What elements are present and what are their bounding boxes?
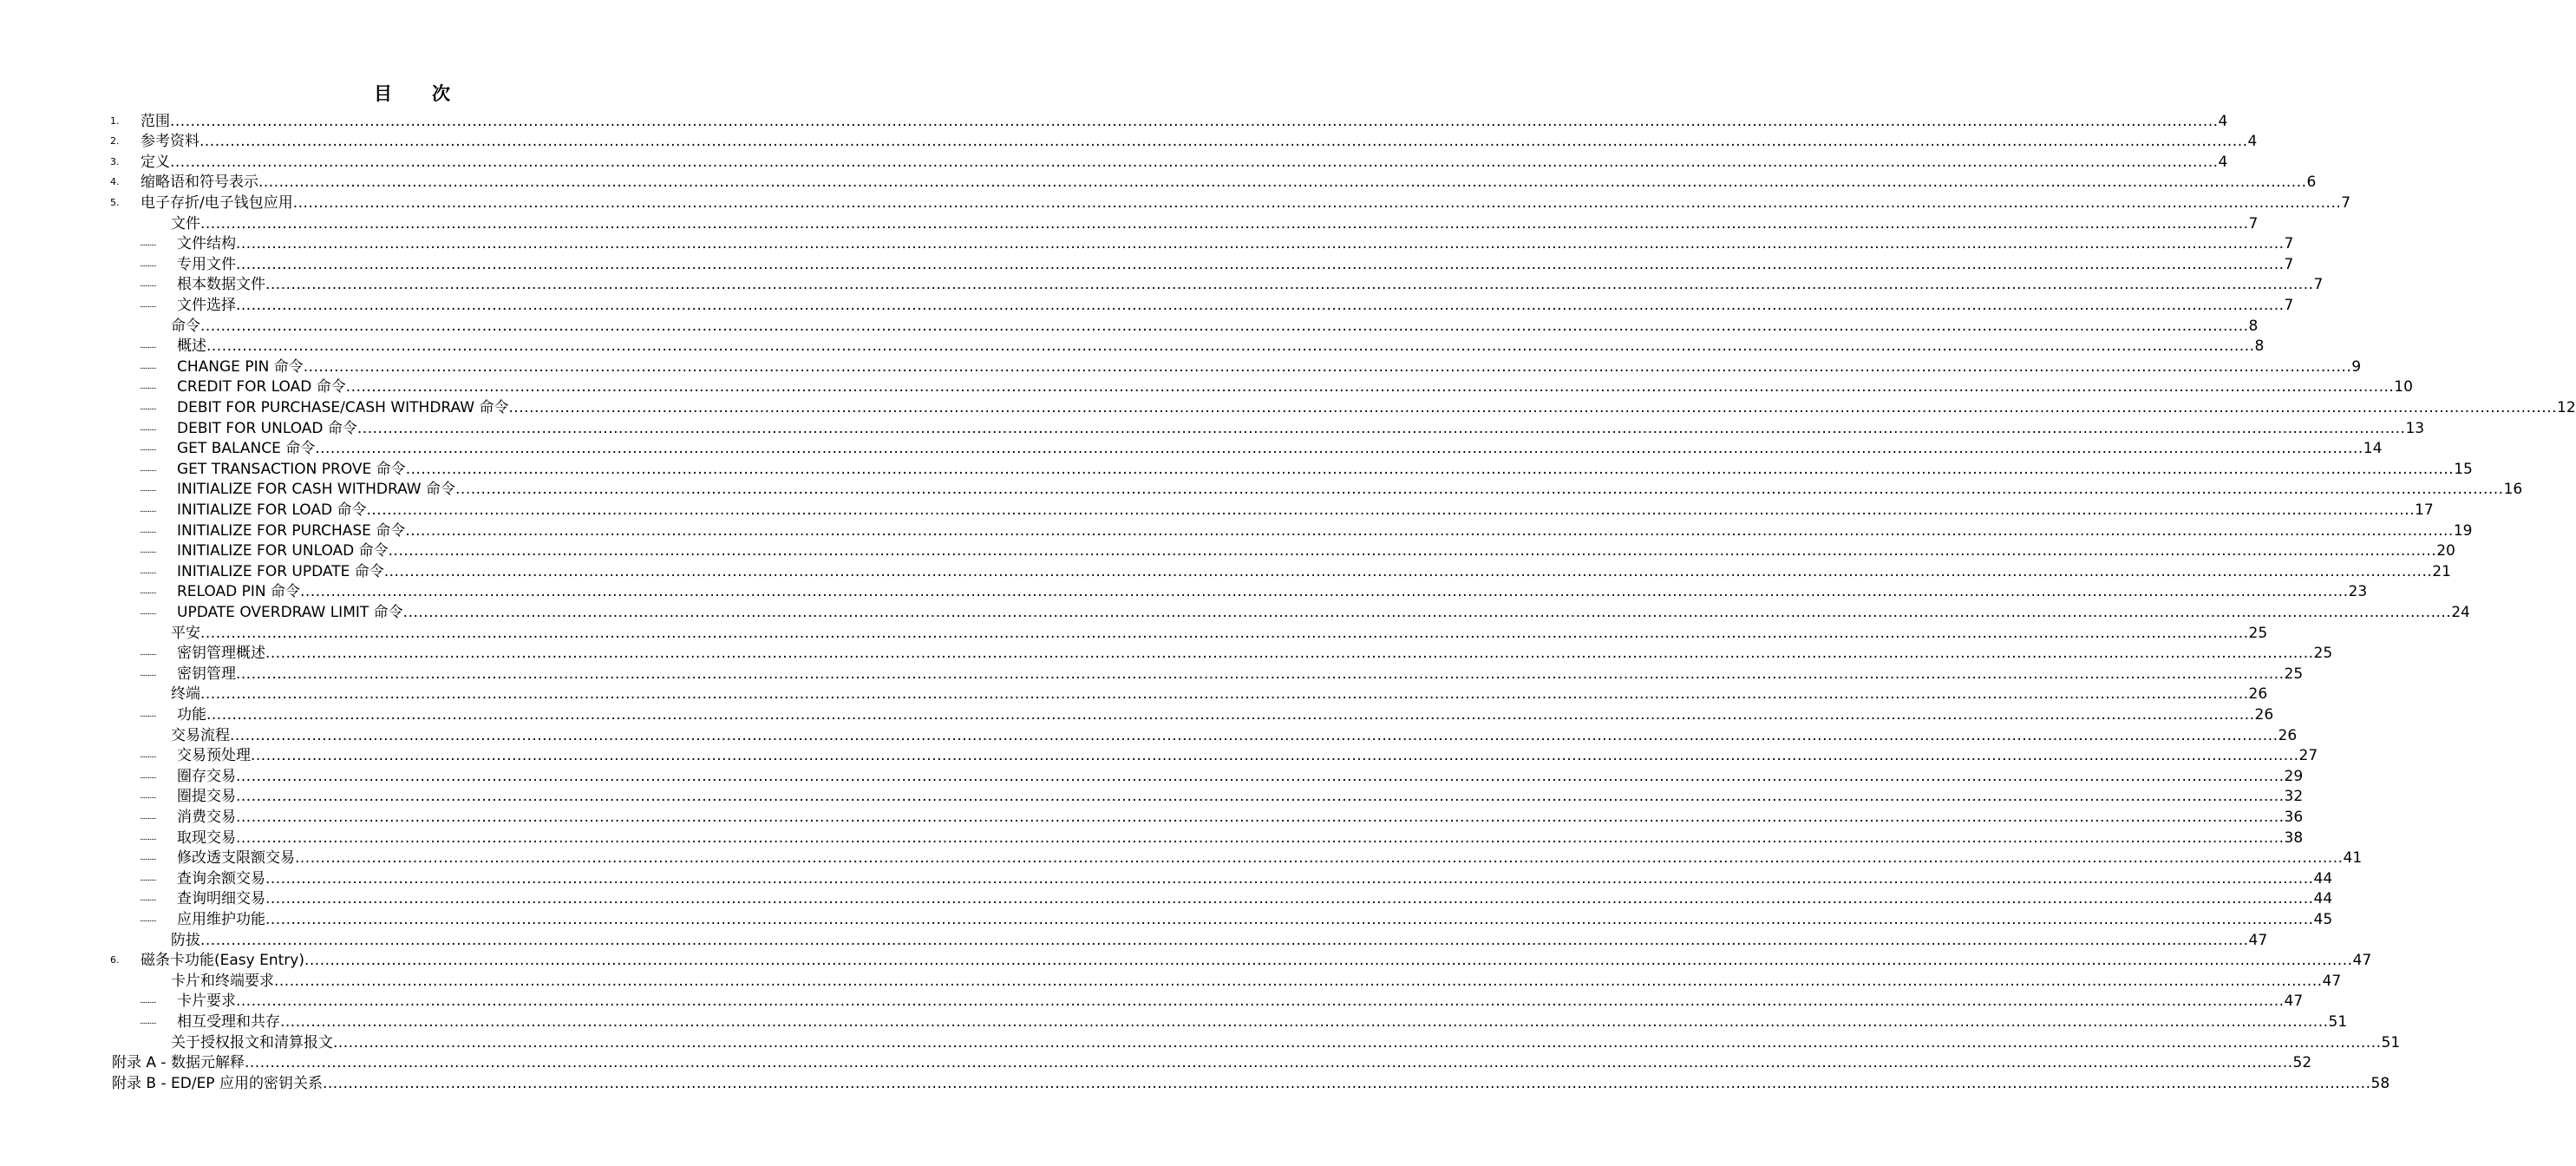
toc-entry-title: 附录 B - ED/EP 应用的密钥关系 [112,1074,323,1092]
toc-entry[interactable] [0,908,2333,929]
toc-entry-title: 磁条卡功能(Easy Entry) [141,952,304,970]
toc-entry-line [141,173,2317,192]
toc-entry-page-number: 47 [2352,952,2372,970]
toc-entry-title: 消费交易 [177,808,236,826]
toc-entry-dot-leader: ................................................................................................................................................................................................................................................................................................................................................................................................................ [356,419,2406,437]
toc-entry[interactable] [0,540,2455,561]
toc-entry-page-number: 7 [2284,235,2294,253]
toc-title-char-1: 目 [374,82,392,104]
toc-entry-dot-leader: ................................................................................................................................................................................................................................................................................................................................................................................................................ [236,829,2285,847]
toc-entry-line [141,153,2228,172]
toc-entry-line [177,234,2294,253]
toc-entry-dot-leader: ................................................................................................................................................................................................................................................................................................................................................................................................................ [265,890,2314,908]
toc-entry[interactable] [0,458,2473,479]
toc-entry-page-number: 58 [2370,1074,2390,1092]
toc-entry-leader: .......... [140,444,156,454]
toc-entry-page-number: 7 [2341,193,2351,212]
toc-entry[interactable] [0,438,2383,459]
toc-entry-line [177,665,2304,684]
toc-entry-title: UPDATE OVERDRAW LIMIT 命令 [177,603,403,621]
toc-entry-line [177,357,2362,377]
toc-entry-page-number: 14 [2363,440,2383,458]
toc-entry-dot-leader: ................................................................................................................................................................................................................................................................................................................................................................................................................ [200,624,2249,642]
toc-entry-page-number: 26 [2278,726,2298,744]
toc-entry-page-number: 13 [2405,419,2425,437]
toc-entry-title: 定义 [141,153,170,171]
toc-entry-line [177,829,2304,848]
toc-entry-dot-leader: ................................................................................................................................................................................................................................................................................................................................................................................................................ [322,1074,2371,1092]
toc-entry-number: 3. [110,155,120,167]
toc-entry-line [177,808,2304,827]
toc-entry-line [177,337,2265,356]
toc-entry-number: 5. [110,196,120,208]
toc-entry[interactable] [0,110,2228,131]
toc-entry-page-number: 23 [2348,583,2368,601]
toc-entry-line [177,562,2451,581]
toc-entry-title: INITIALIZE FOR LOAD 命令 [177,501,367,519]
toc-entry-line [177,296,2294,315]
toc-entry[interactable] [0,827,2304,848]
toc-entry-line [177,603,2470,622]
toc-entry-line [177,746,2318,765]
toc-entry-page-number: 51 [2381,1033,2401,1051]
toc-entry[interactable] [0,192,2351,213]
toc-entry[interactable] [0,172,2317,193]
toc-entry-page-number: 32 [2284,788,2304,806]
toc-entry-title: 根本数据文件 [177,276,265,294]
toc-entry-page-number: 8 [2254,337,2265,356]
toc-entry-dot-leader: ................................................................................................................................................................................................................................................................................................................................................................................................................ [405,521,2454,540]
toc-entry-leader: .......... [140,854,156,863]
toc-entry-title: INITIALIZE FOR UNLOAD 命令 [177,542,389,560]
toc-entry-number: 1. [110,115,120,127]
toc-entry[interactable] [0,356,2362,377]
toc-entry-page-number: 52 [2292,1054,2312,1072]
toc-entry-dot-leader: ................................................................................................................................................................................................................................................................................................................................................................................................................ [206,337,2255,356]
toc-entry-line [171,317,2259,336]
toc-entry[interactable] [0,396,2576,417]
toc-entry-page-number: 20 [2436,542,2455,560]
toc-entry-line [177,869,2333,888]
toc-title-char-2: 次 [432,82,450,104]
toc-entry-dot-leader: ................................................................................................................................................................................................................................................................................................................................................................................................................ [244,1054,2293,1072]
toc-entry-dot-leader: ................................................................................................................................................................................................................................................................................................................................................................................................................ [292,193,2342,212]
toc-entry[interactable] [0,520,2473,540]
toc-entry-title: INITIALIZE FOR UPDATE 命令 [177,562,384,580]
toc-entry-line [177,419,2425,438]
toc-entry-line [177,255,2294,274]
toc-entry-leader: .......... [140,669,156,678]
toc-entry-dot-leader: ................................................................................................................................................................................................................................................................................................................................................................................................................ [402,603,2452,621]
toc-entry-dot-leader: ................................................................................................................................................................................................................................................................................................................................................................................................................ [455,481,2504,499]
toc-entry-page-number: 19 [2453,521,2473,540]
toc-entry-dot-leader: ................................................................................................................................................................................................................................................................................................................................................................................................................ [236,808,2285,826]
toc-entry-page-number: 21 [2432,562,2451,580]
toc-entry-line [171,214,2259,233]
toc-entry-title: DEBIT FOR UNLOAD 命令 [177,419,357,437]
toc-entry-page-number: 41 [2343,849,2363,868]
toc-entry-title: 缩略语和符号表示 [141,174,258,192]
toc-entry-page-number: 25 [2248,624,2268,642]
toc-entry-line [171,624,2268,643]
toc-entry[interactable] [0,1011,2348,1032]
toc-entry[interactable] [0,991,2304,1012]
toc-entry-leader: .......... [140,914,156,924]
toc-entry-line [141,132,2258,151]
toc-entry-leader: .......... [140,771,156,781]
toc-entry-line [171,1033,2401,1052]
toc-entry-leader: .......... [140,342,156,351]
toc-entry-title: 文件结构 [177,235,236,253]
toc-entry-title: 文件 [171,214,200,233]
toc-entry-title: 修改透支限额交易 [177,849,295,868]
toc-entry-leader: .......... [140,649,156,658]
toc-entry-dot-leader: ................................................................................................................................................................................................................................................................................................................................................................................................................ [333,1033,2382,1051]
toc-entry-line [177,480,2523,499]
toc-entry-line [177,644,2333,663]
toc-entry[interactable] [0,970,2342,991]
toc-entry-number: 6. [110,954,120,966]
toc-entry[interactable] [0,868,2333,888]
toc-entry-line [177,787,2304,806]
toc-entry[interactable] [0,704,2274,724]
toc-entry-number: 2. [110,135,120,147]
toc-entry-page-number: 16 [2503,481,2523,499]
toc-entry[interactable] [0,213,2259,233]
toc-entry-title: 圈存交易 [177,767,236,785]
toc-entry-leader: .......... [140,362,156,371]
toc-entry-line [177,848,2363,868]
toc-entry-dot-leader: ................................................................................................................................................................................................................................................................................................................................................................................................................ [200,214,2249,233]
toc-entry-title: 功能 [177,705,206,724]
toc-entry-page-number: 15 [2454,460,2473,478]
toc-entry-dot-leader: ................................................................................................................................................................................................................................................................................................................................................................................................................ [251,747,2299,765]
toc-entry-leader: .......... [140,423,156,433]
toc-entry-line [177,910,2333,929]
toc-entry-page-number: 8 [2248,317,2259,335]
toc-entry-page-number: 4 [2218,112,2228,130]
toc-entry-line [112,1074,2390,1093]
toc-entry-title: DEBIT FOR PURCHASE/CASH WITHDRAW 命令 [177,398,509,416]
toc-entry-page-number: 47 [2284,992,2304,1011]
toc-entry-dot-leader: ................................................................................................................................................................................................................................................................................................................................................................................................................ [236,235,2285,253]
toc-entry[interactable] [0,806,2304,827]
toc-entry-title: 卡片要求 [177,992,236,1011]
toc-entry[interactable] [0,233,2294,254]
toc-entry-dot-leader: ................................................................................................................................................................................................................................................................................................................................................................................................................ [265,276,2314,294]
toc-entry[interactable] [0,131,2258,152]
toc-entry-dot-leader: ................................................................................................................................................................................................................................................................................................................................................................................................................ [236,296,2285,314]
toc-entry[interactable] [0,888,2333,909]
toc-entry-title: 关于授权报文和清算报文 [171,1033,333,1051]
toc-entry-leader: .......... [140,464,156,474]
toc-entry[interactable] [0,684,2268,704]
toc-entry-page-number: 7 [2248,214,2259,233]
toc-entry-leader: .......... [140,526,156,535]
toc-entry-leader: .......... [140,403,156,412]
toc-entry-dot-leader: ................................................................................................................................................................................................................................................................................................................................................................................................................ [170,112,2219,130]
toc-entry-line [177,705,2274,724]
toc-entry-dot-leader: ................................................................................................................................................................................................................................................................................................................................................................................................................ [200,685,2249,704]
toc-entry-line [177,398,2576,417]
toc-entry-page-number: 27 [2298,747,2318,765]
toc-entry-leader: .......... [140,300,156,310]
toc-entry-dot-leader: ................................................................................................................................................................................................................................................................................................................................................................................................................ [405,460,2455,478]
toc-entry[interactable] [0,479,2523,500]
toc-entry-dot-leader: ................................................................................................................................................................................................................................................................................................................................................................................................................ [236,992,2285,1011]
toc-entry-dot-leader: ................................................................................................................................................................................................................................................................................................................................................................................................................ [366,501,2416,519]
toc-entry-dot-leader: ................................................................................................................................................................................................................................................................................................................................................................................................................ [295,849,2344,868]
toc-entry-title: 相互受理和共存 [177,1012,280,1031]
toc-entry-dot-leader: ................................................................................................................................................................................................................................................................................................................................................................................................................ [230,726,2279,744]
toc-entry-page-number: 26 [2248,685,2268,704]
toc-entry-dot-leader: ................................................................................................................................................................................................................................................................................................................................................................................................................ [265,910,2314,928]
toc-entry-title: CHANGE PIN 命令 [177,357,304,376]
toc-entry[interactable] [0,315,2259,336]
toc-entry-page-number: 25 [2313,645,2333,663]
toc-entry-title: 取现交易 [177,829,236,847]
toc-entry-page-number: 29 [2284,767,2304,785]
toc-entry-leader: .......... [140,607,156,617]
toc-entry-line [177,501,2434,520]
toc-entry-line [177,582,2368,601]
toc-entry-leader: .......... [140,812,156,822]
toc-entry-leader: .......... [140,751,156,761]
toc-entry-title: 交易预处理 [177,747,251,765]
toc-entry[interactable] [0,417,2425,438]
toc-entry-dot-leader: ................................................................................................................................................................................................................................................................................................................................................................................................................ [265,869,2314,888]
toc-entry-line [141,112,2228,131]
toc-entry[interactable] [0,581,2368,602]
toc-entry-page-number: 7 [2313,276,2324,294]
toc-entry-dot-leader: ................................................................................................................................................................................................................................................................................................................................................................................................................ [508,398,2557,416]
toc-entry-line [112,1053,2312,1072]
toc-entry-leader: .......... [140,710,156,719]
toc-entry-line [177,767,2304,786]
toc-title [0,80,824,106]
toc-entry-page-number: 4 [2247,133,2258,151]
toc-entry[interactable] [0,765,2304,786]
toc-entry-dot-leader: ................................................................................................................................................................................................................................................................................................................................................................................................................ [200,931,2249,949]
toc-entry-title: 附录 A - 数据元解释 [112,1054,245,1072]
toc-entry-leader: .......... [140,259,156,269]
toc-entry-dot-leader: ................................................................................................................................................................................................................................................................................................................................................................................................................ [304,952,2353,970]
toc-entry-page-number: 47 [2322,972,2342,990]
toc-entry-page-number: 25 [2284,665,2304,683]
toc-entry-dot-leader: ................................................................................................................................................................................................................................................................................................................................................................................................................ [383,562,2433,580]
toc-entry-line [171,931,2268,950]
toc-entry[interactable] [0,786,2304,807]
toc-entry-title: 卡片和终端要求 [171,972,274,990]
toc-entry[interactable] [0,848,2363,868]
toc-entry-page-number: 44 [2313,890,2333,908]
toc-entry-dot-leader: ................................................................................................................................................................................................................................................................................................................................................................................................................ [236,767,2285,785]
toc-entry-page-number: 47 [2248,931,2268,949]
toc-entry-page-number: 45 [2313,910,2333,928]
toc-entry-line [177,377,2413,396]
toc-entry-line [177,541,2455,560]
toc-entry-line [171,726,2298,745]
toc-entry-page-number: 9 [2351,357,2362,376]
toc-entry-title: INITIALIZE FOR PURCHASE 命令 [177,521,406,540]
toc-entry-line [177,460,2473,479]
toc-entry-title: 交易流程 [171,726,230,744]
toc-entry[interactable] [0,745,2318,766]
toc-entry-title: CREDIT FOR LOAD 命令 [177,378,346,396]
toc-entry-title: 密钥管理 [177,665,236,683]
toc-entry-title: 命令 [171,317,200,335]
toc-entry-title: INITIALIZE FOR CASH WITHDRAW 命令 [177,481,456,499]
toc-entry-dot-leader: ................................................................................................................................................................................................................................................................................................................................................................................................................ [200,317,2249,335]
toc-entry-title: 概述 [177,337,206,356]
toc-entry-title: GET TRANSACTION PROVE 命令 [177,460,406,478]
toc-entry-page-number: 17 [2415,501,2434,519]
toc-entry-dot-leader: ................................................................................................................................................................................................................................................................................................................................................................................................................ [315,440,2364,458]
toc-entry-page-number: 51 [2328,1012,2348,1031]
toc-entry-line [141,193,2351,213]
toc-entry-line [177,992,2304,1011]
toc-entry-leader: .......... [140,833,156,842]
toc-entry[interactable] [0,601,2470,622]
toc-entry-number: 4. [110,176,120,188]
toc-entry-dot-leader: ................................................................................................................................................................................................................................................................................................................................................................................................................ [303,357,2352,376]
toc-entry-dot-leader: ................................................................................................................................................................................................................................................................................................................................................................................................................ [388,542,2437,560]
toc-entry-leader: .......... [140,894,156,904]
toc-entry-dot-leader: ................................................................................................................................................................................................................................................................................................................................................................................................................ [170,153,2219,171]
toc-entry-dot-leader: ................................................................................................................................................................................................................................................................................................................................................................................................................ [236,255,2285,273]
toc-entry-page-number: 44 [2313,869,2333,888]
toc-entry[interactable] [0,336,2265,357]
toc-entry-title: 应用维护功能 [177,910,265,928]
toc-entry-dot-leader: ................................................................................................................................................................................................................................................................................................................................................................................................................ [258,174,2307,192]
toc-entry-page-number: 7 [2284,255,2294,273]
toc-entry-title: 文件选择 [177,296,236,314]
toc-entry-line [177,521,2473,540]
toc-entry-line [177,439,2383,458]
toc-entry-page-number: 4 [2218,153,2228,171]
toc-entry-title: 查询明细交易 [177,890,265,908]
toc-entry[interactable] [0,274,2324,295]
toc-entry-leader: .......... [140,997,156,1006]
toc-entry-dot-leader: ................................................................................................................................................................................................................................................................................................................................................................................................................ [280,1012,2329,1031]
toc-entry-page-number: 12 [2557,398,2576,416]
toc-entry-leader: .......... [140,239,156,249]
toc-entry-dot-leader: ................................................................................................................................................................................................................................................................................................................................................................................................................ [274,972,2323,990]
toc-entry-line [177,275,2324,294]
toc-entry-dot-leader: ................................................................................................................................................................................................................................................................................................................................................................................................................ [300,583,2349,601]
toc-entry[interactable] [0,560,2451,581]
toc-entry-leader: .......... [140,792,156,802]
toc-entry-leader: .......... [140,547,156,556]
toc-entry[interactable] [0,151,2228,172]
toc-entry-leader: .......... [140,587,156,597]
toc-entry-title: 参考资料 [141,133,199,151]
toc-entry-title: 圈提交易 [177,788,236,806]
toc-entry-title: 范围 [141,112,170,130]
toc-entry-title: 电子存折/电子钱包应用 [141,193,293,212]
toc-entry[interactable] [0,663,2304,684]
toc-entry-dot-leader: ................................................................................................................................................................................................................................................................................................................................................................................................................ [199,133,2248,151]
toc-entry-leader: .......... [140,505,156,514]
toc-entry[interactable] [0,1032,2401,1052]
toc-entry-page-number: 36 [2284,808,2304,826]
toc-entry-title: 平安 [171,624,200,642]
toc-entry-dot-leader: ................................................................................................................................................................................................................................................................................................................................................................................................................ [236,665,2285,683]
toc-entry[interactable] [0,499,2434,520]
toc-entry-leader: .......... [140,567,156,576]
toc-entry-page-number: 10 [2394,378,2413,396]
toc-entry-title: 专用文件 [177,255,236,273]
toc-entry[interactable] [0,929,2268,950]
toc-entry-title: RELOAD PIN 命令 [177,583,301,601]
toc-entry-title: 终端 [171,685,200,704]
toc-entry[interactable] [0,1052,2312,1073]
toc-entry-leader: .......... [140,1017,156,1026]
toc-entry[interactable] [0,294,2294,315]
toc-entry[interactable] [0,724,2298,745]
toc-entry-line [141,951,2372,970]
toc-entry[interactable] [0,253,2294,274]
toc-entry-line [177,889,2333,908]
toc-entry-page-number: 24 [2451,603,2470,621]
toc-entry-line [171,685,2268,704]
toc-entry-line [171,972,2342,991]
toc-entry-dot-leader: ................................................................................................................................................................................................................................................................................................................................................................................................................ [265,645,2314,663]
toc-entry-leader: .......... [140,485,156,495]
toc-entry-page-number: 6 [2306,174,2317,192]
toc-entry-page-number: 26 [2254,705,2274,724]
toc-entry[interactable] [0,1072,2390,1093]
toc-entry-dot-leader: ................................................................................................................................................................................................................................................................................................................................................................................................................ [345,378,2395,396]
toc-entry-line [177,1012,2348,1032]
toc-entry-page-number: 38 [2284,829,2304,847]
toc-entry-dot-leader: ................................................................................................................................................................................................................................................................................................................................................................................................................ [236,788,2285,806]
toc-entry-dot-leader: ................................................................................................................................................................................................................................................................................................................................................................................................................ [206,705,2255,724]
toc-entry-title: 防拔 [171,931,200,949]
toc-entry[interactable] [0,950,2372,971]
toc-entry[interactable] [0,622,2268,643]
toc-entry-leader: .......... [140,383,156,392]
toc-entry-leader: .......... [140,280,156,290]
toc-entry[interactable] [0,377,2413,397]
toc-entry-page-number: 7 [2284,296,2294,314]
toc-entry-title: 查询余额交易 [177,869,265,888]
toc-entry[interactable] [0,643,2333,664]
toc-entry-title: 密钥管理概述 [177,645,265,663]
toc-entry-title: GET BALANCE 命令 [177,440,316,458]
toc-entry-leader: .......... [140,874,156,883]
